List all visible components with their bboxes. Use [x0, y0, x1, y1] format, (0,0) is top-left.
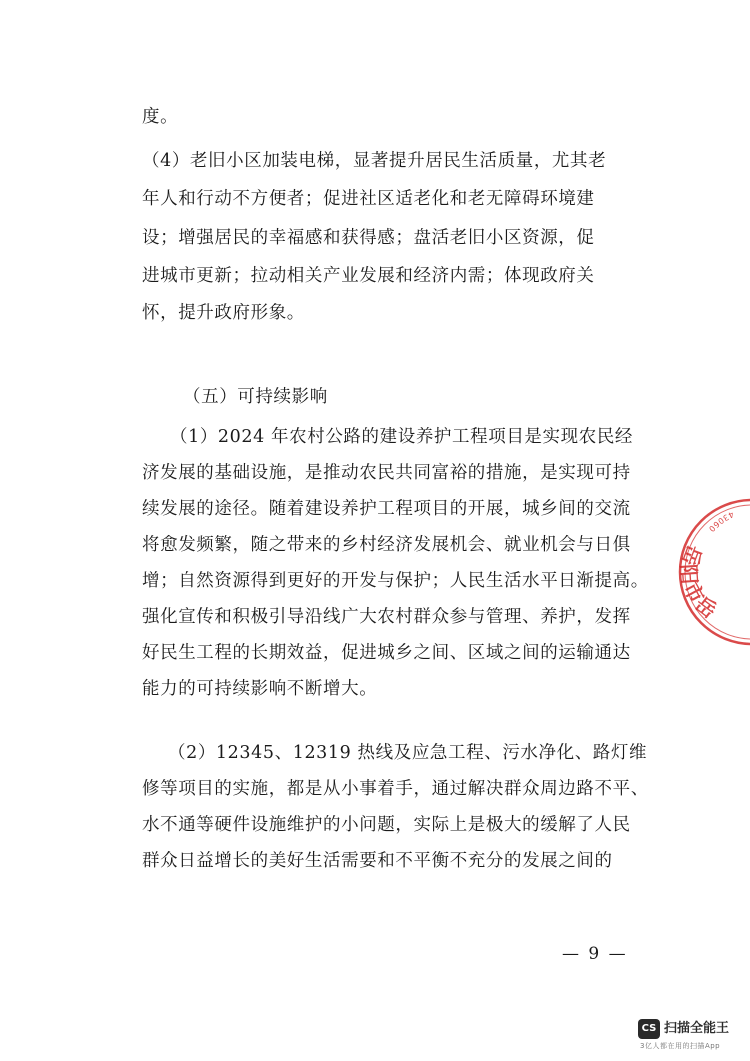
text-line: 怀，提升政府形象。	[142, 303, 305, 323]
scanner-watermark	[638, 1017, 742, 1053]
svg-text:岳阳市岳	[676, 542, 722, 624]
text-line: 能力的可持续影响不断增大。	[142, 679, 378, 699]
text-line: 年人和行动不方便者；促进社区适老化和老无障碍环境建	[142, 189, 595, 209]
text-line: 好民生工程的长期效益，促进城乡之间、区域之间的运输通达	[142, 643, 631, 663]
text-line: （4）老旧小区加装电梯，显著提升居民生活质量，尤其老	[142, 151, 607, 171]
page-number: — 9 —	[562, 944, 628, 964]
seal-graphic	[672, 498, 750, 646]
text-line: 群众日益增长的美好生活需要和不平衡不充分的发展之间的	[142, 851, 613, 871]
text-line: 设；增强居民的幸福感和获得感；盘活老旧小区资源，促	[142, 228, 595, 248]
watermark-title: 扫描全能王	[664, 1021, 730, 1036]
seal-digits: 43060	[706, 509, 736, 535]
section-heading: （五）可持续影响	[183, 387, 328, 407]
official-seal-stamp	[672, 498, 750, 646]
watermark-subtitle: 3亿人都在用的扫描App	[640, 1042, 721, 1050]
text-line: （1）2024 年农村公路的建设养护工程项目是实现农民经	[170, 427, 634, 447]
text-line: 度。	[142, 107, 179, 127]
text-line: 将愈发频繁，随之带来的乡村经济发展机会、就业机会与日俱	[142, 535, 631, 555]
text-line: 增；自然资源得到更好的开发与保护；人民生活水平日渐提高。	[142, 571, 649, 591]
text-line: （2）12345、12319 热线及应急工程、污水净化、路灯维	[168, 743, 648, 763]
text-line: 水不通等硬件设施维护的小问题，实际上是极大的缓解了人民	[142, 815, 631, 835]
text-line: 进城市更新；拉动相关产业发展和经济内需；体现政府关	[142, 266, 595, 286]
seal-main-text: 岳阳市岳	[676, 541, 723, 624]
text-line: 修等项目的实施，都是从小事着手，通过解决群众周边路不平、	[142, 779, 649, 799]
text-line: 续发展的途径。随着建设养护工程项目的开展，城乡间的交流	[142, 499, 631, 519]
text-line: 强化宣传和积极引导沿线广大农村群众参与管理、养护，发挥	[142, 607, 631, 627]
text-line: 济发展的基础设施，是推动农民共同富裕的措施，是实现可持	[142, 463, 631, 483]
camscanner-logo-icon: CS	[638, 1019, 660, 1039]
